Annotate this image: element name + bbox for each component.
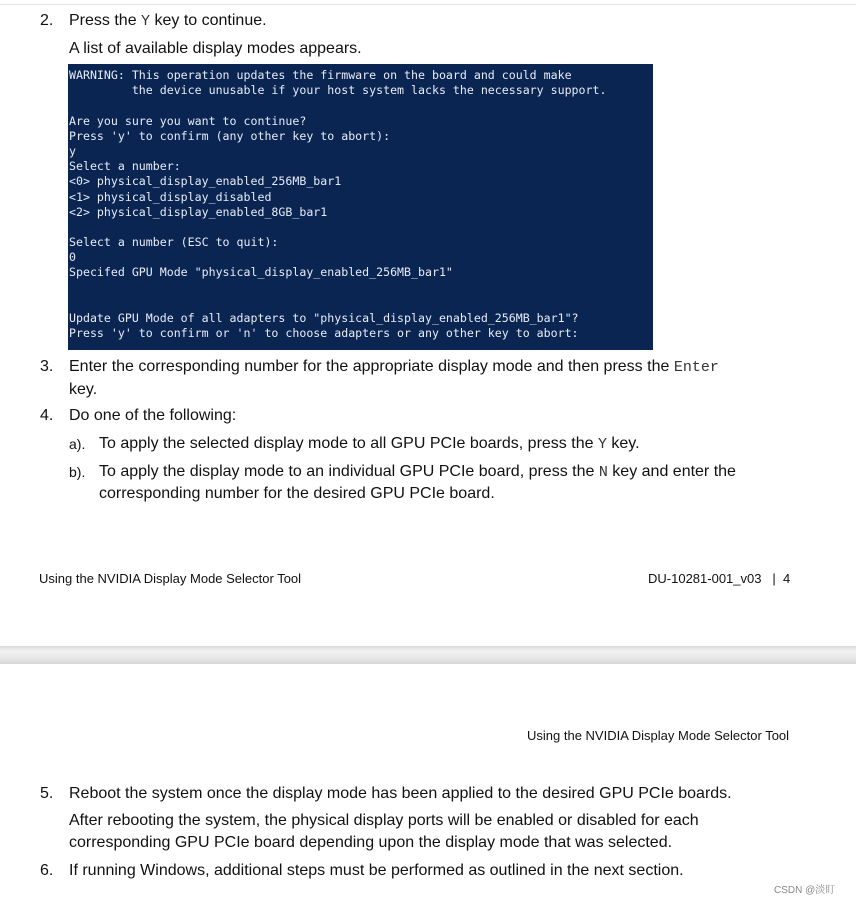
sub-letter: b). <box>69 464 86 480</box>
terminal-line: y <box>69 143 76 158</box>
sub-letter: a). <box>69 436 86 452</box>
step-text: If running Windows, additional steps must be performed as outlined in the next section. <box>69 862 684 879</box>
page-number: 4 <box>782 571 791 586</box>
terminal-line <box>69 98 653 113</box>
terminal-line: Press 'y' to confirm (any other key to abort): <box>69 128 391 143</box>
sub-text: To apply the display mode to an individual GPU PCIe board, press the N key and enter the <box>99 463 736 481</box>
step-number: 6. <box>40 862 54 879</box>
key-name: Y <box>141 13 151 30</box>
step-number: 5. <box>40 785 54 802</box>
terminal-line: the device unusable if your host system lacks the necessary support. <box>69 83 607 98</box>
footer-separator: | <box>772 571 776 586</box>
terminal-line <box>69 220 653 235</box>
step-3-line-2: key. <box>69 381 98 398</box>
terminal-line <box>69 281 653 296</box>
terminal-line: 0 <box>69 250 76 265</box>
step-text: Reboot the system once the display mode has been applied to the desired GPU PCIe boards. <box>69 785 732 802</box>
paragraph-line: After rebooting the system, the physical display ports will be enabled or disabled for each <box>69 812 699 829</box>
step-text: Do one of the following: <box>69 407 237 424</box>
sub-text: To apply the selected display mode to all GPU PCIe boards, press the Y key. <box>99 435 640 453</box>
page-header: Using the NVIDIA Display Mode Selector Tool <box>527 728 790 743</box>
paragraph-line: corresponding GPU PCIe board depending upon the display mode that was selected. <box>69 834 673 851</box>
step-number: 3. <box>40 358 54 375</box>
key-name: N <box>598 464 608 481</box>
terminal-line: Select a number (ESC to quit): <box>69 235 279 250</box>
terminal-line: Press 'y' to confirm or 'n' to choose adapters or any other key to abort: <box>69 326 579 341</box>
page-break <box>0 646 856 664</box>
terminal-line: <0> physical_display_enabled_256MB_bar1 <box>69 174 342 189</box>
key-name: Enter <box>673 359 719 376</box>
key-name: Y <box>597 436 607 453</box>
terminal-line: Update GPU Mode of all adapters to "physical_display_enabled_256MB_bar1"? <box>69 311 579 325</box>
terminal-screenshot <box>68 64 653 350</box>
terminal-line <box>69 296 653 311</box>
terminal-line: WARNING: This operation updates the firmware on the board and could make <box>69 68 572 82</box>
terminal-line: Are you sure you want to continue? <box>69 113 307 128</box>
footer-title: Using the NVIDIA Display Mode Selector Tool <box>39 571 302 586</box>
step-number: 2. <box>40 12 54 29</box>
terminal-line: Select a number: <box>69 159 181 174</box>
terminal-line: Specifed GPU Mode "physical_display_enabled_256MB_bar1" <box>69 265 453 280</box>
terminal-line: <2> physical_display_enabled_8GB_bar1 <box>69 204 328 219</box>
footer-doc-info <box>648 571 790 586</box>
step-text: Enter the corresponding number for the appropriate display mode and then press the Enter <box>69 358 719 376</box>
top-rule <box>0 4 856 5</box>
sub-step-b-line-2: corresponding number for the desired GPU PCIe board. <box>99 485 495 502</box>
watermark: CSDN @淡盯 <box>774 885 836 896</box>
step-text: Press the Y key to continue. <box>69 12 267 30</box>
doc-id: DU-10281-001_v03 <box>648 571 762 586</box>
step-2-line-2: A list of available display modes appears. <box>69 40 362 57</box>
step-number: 4. <box>40 407 54 424</box>
terminal-line: <1> physical_display_disabled <box>69 189 272 204</box>
